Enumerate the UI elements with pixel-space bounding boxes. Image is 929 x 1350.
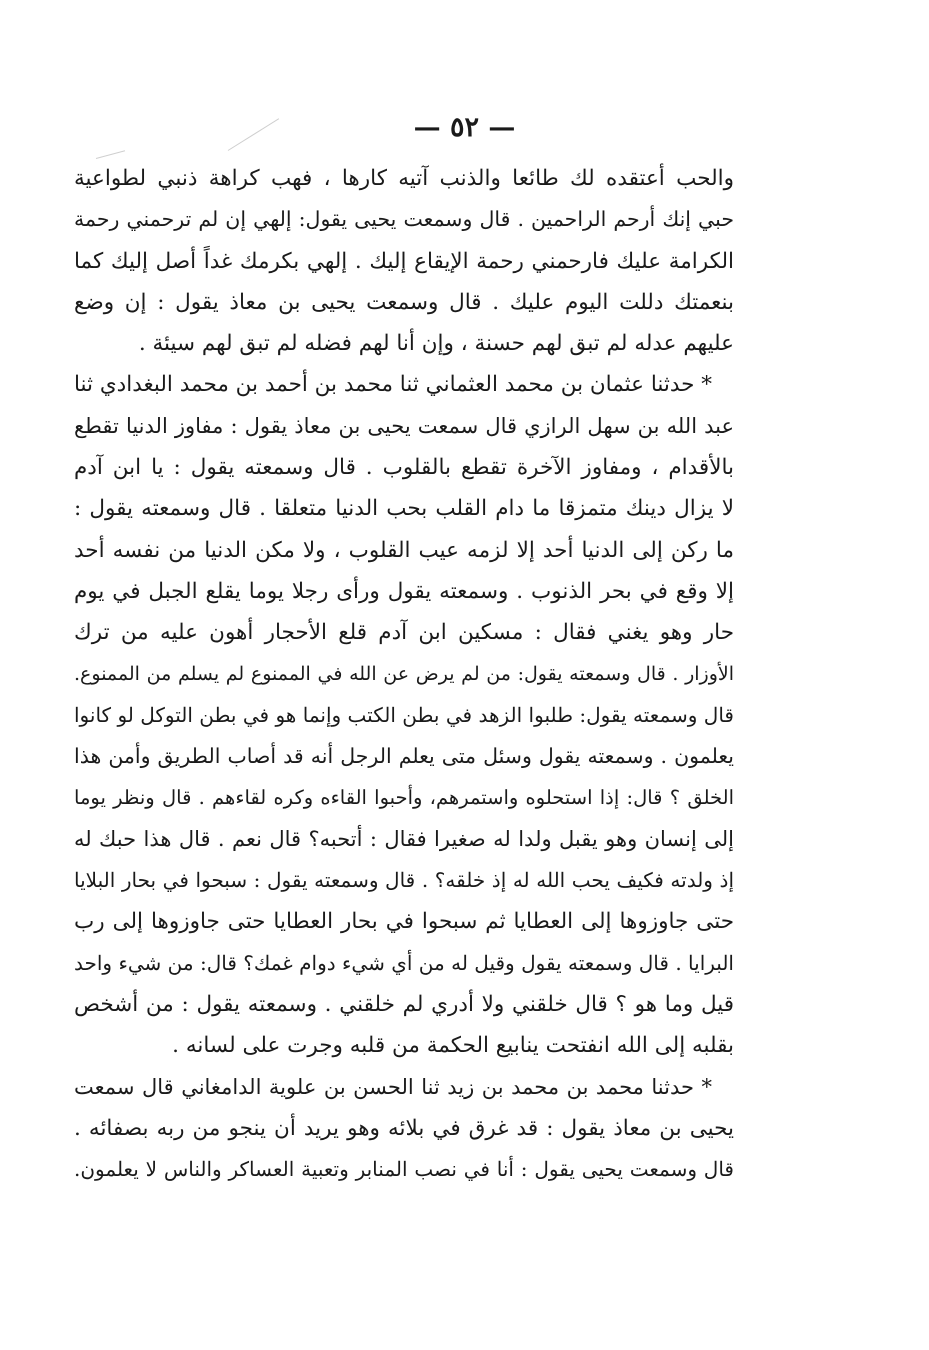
text-line: بنعمتك دللت اليوم عليك . قال وسمعت يحيى بن معاذ يقول : إن وضع [74,289,734,315]
text-line: * حدثنا محمد بن محمد بن زيد ثنا الحسن بن علوية الدامغاني قال سمعت [74,1074,712,1099]
text-line: حار وهو يغني فقال : مسكين ابن آدم قلع الأحجار أهون عليه من ترك [74,620,734,646]
text-line: يحيى بن معاذ يقول : قد غرق في بلائه وهو يريد أن ينجو من ربه بصفائه . [74,1115,734,1141]
text-line: الكرامة عليك فارحمني رحمة الإيقاع إليك . إلهي بكرمك غداً أصل إليك كما [74,248,734,274]
page-number: — ٥٢ — [413,112,516,143]
text-line: قال وسمعته يقول: طلبوا الزهد في بطن الكتب وإنما هو في بطن التوكل لو كانوا [74,702,734,727]
text-line: * حدثنا عثمان بن محمد العثماني ثنا محمد بن أحمد بن محمد البغدادي ثنا [74,372,712,398]
text-line: عبد الله بن سهل الرازي قال سمعت يحيى بن معاذ يقول : مفاوز الدنيا تقطع [74,413,734,438]
text-line: والحب أعتقده لك طائعا والذنب آتيه كارها ، فهب كراهة ذنبي لطواعية [74,166,734,191]
text-line: بالأقدام ، ومفاوز الآخرة تقطع بالقلوب . قال وسمعته يقول : يا ابن آدم [74,455,734,481]
text-line: إلى إنسان وهو يقبل ولدا له صغيرا فقال : أتحبه؟ قال نعم . قال هذا حبك له [74,826,734,851]
text-line: قال وسمعت يحيى يقول : أنا في نصب المنابر وتعبية العساكر والناس لا يعلمون. [74,1157,734,1182]
text-line: حبي إنك أرحم الراحمين . قال وسمعت يحيى يقول: إلهي إن لم ترحمني رحمة [74,207,734,232]
text-line: البرايا . قال وسمعته يقول وقيل له من أي شيء دوام غمك؟ قال: من شيء واحد [74,950,734,975]
text-line: إلا وقع في بحر الذنوب . وسمعته يقول ورأى رجلا يوما يقلع الجبل في يوم [74,578,734,604]
text-line: قيل وما هو ؟ قال خلقني ولا أدري لم خلقني . وسمعته يقول : من أشخص [74,991,734,1017]
text-line: إذ ولدته فكيف يحب الله له إذ خلقه؟ . قال وسمعته يقول : سبحوا في بحار البلايا [74,868,734,893]
text-line: بقلبه إلى الله انفتحت ينابيع الحكمة من قلبه وجرت على لسانه . [172,1033,734,1059]
text-line: ما ركن إلى الدنيا أحد إلا لزمه عيب القلوب ، ولا مكن الدنيا من نفسه أحد [74,537,734,563]
text-line: عليهم عدله لم تبق لهم حسنة ، وإن أنا لهم فضله لم تبق لهم سيئة . [138,331,734,357]
text-line: الخلق ؟ قال: إذا استحلوه واستمرهم، وأحبوا القاءه وكره لقاءهم . قال ونظر يوما [74,786,734,810]
text-line: حتى جاوزوها إلى العطايا ثم سبحوا في بحار العطايا حتى جاوزوها إلى رب [74,909,734,935]
text-line: يعلمون . وسمعته يقول وسئل متى يعلم الرجل أنه قد أصاب الطريق وأمن هذا [74,744,734,769]
text-line: لا يزال دينك متمزقا ما دام القلب بحب الدنيا متعلقا . قال وسمعته يقول : [74,496,734,522]
text-line: الأوزار . قال وسمعته يقول: من لم يرض عن الله في الممنوع لم يسلم من الممنوع. [74,662,734,685]
body-text [74,158,734,1190]
